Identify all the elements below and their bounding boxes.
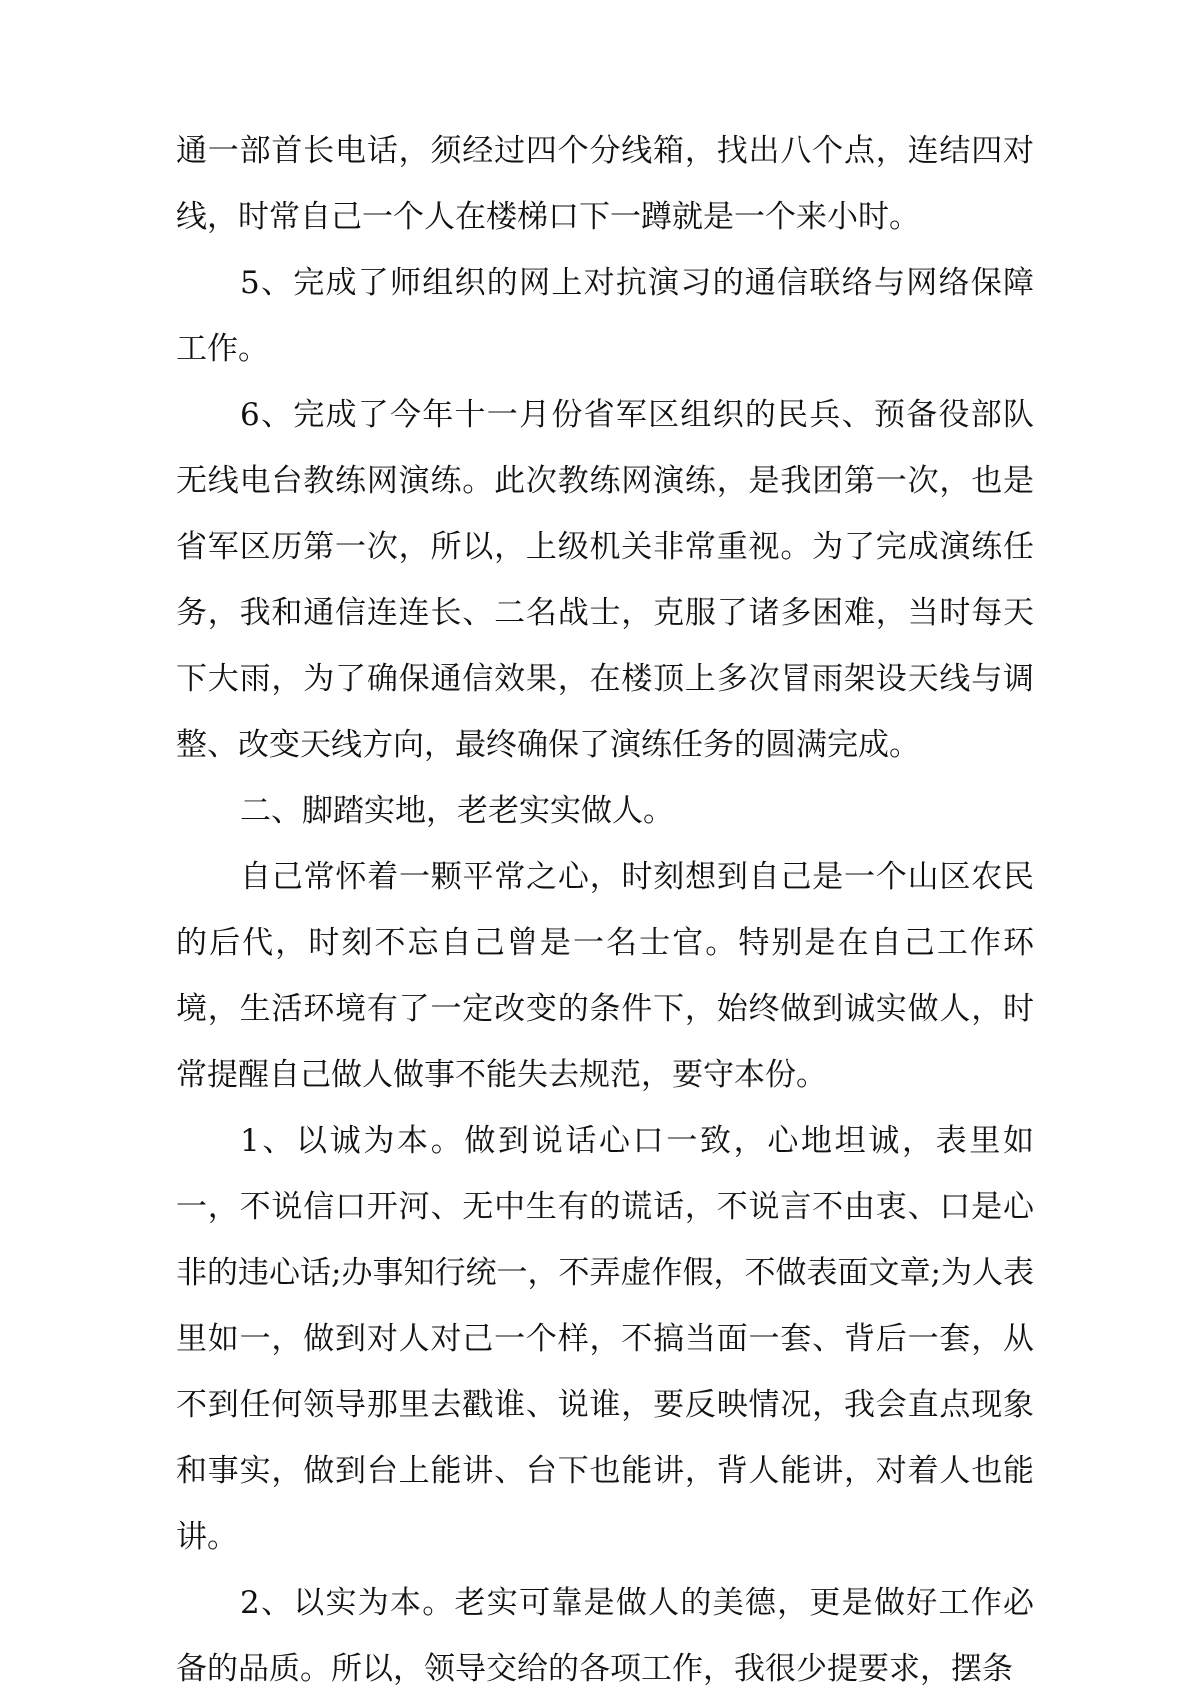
paragraph-item-5: 5、完成了师组织的网上对抗演习的通信联络与网络保障工作。 [176,265,1034,367]
paragraph-item-6: 6、完成了今年十一月份省军区组织的民兵、预备役部队无线电台教练网演练。此次教练网演练，是我团第一次，也是省军区历第一次，所以，上级机关非常重视。为了完成演练任务，我和通信连连长、二名战士，克服了诸多困难，当时每天下大雨，为了确保通信效果，在楼顶上多次冒雨架设天线与调整、改变天线方向，最终确保了演练任务的圆满完成。 [176,397,1034,763]
document-body [176,118,1034,1702]
paragraph-intro: 自己常怀着一颗平常之心，时刻想到自己是一个山区农民的后代，时刻不忘自己曾是一名士官。特别是在自己工作环境，生活环境有了一定改变的条件下，始终做到诚实做人，时常提醒自己做人做事不能失去规范，要守本份。 [176,859,1034,1093]
paragraph-point-2: 2、以实为本。老实可靠是做人的美德，更是做好工作必备的品质。所以，领导交给的各项工作，我很少提要求，摆条 [176,1585,1034,1687]
paragraph-point-1: 1、以诚为本。做到说话心口一致，心地坦诚，表里如一，不说信口开河、无中生有的谎话，不说言不由衷、口是心非的违心话;办事知行统一，不弄虚作假，不做表面文章;为人表里如一，做到对人对己一个样，不搞当面一套、背后一套，从不到任何领导那里去戳谁、说谁，要反映情况，我会直点现象和事实，做到台上能讲、台下也能讲，背人能讲，对着人也能讲。 [176,1123,1034,1555]
paragraph-continued: 通一部首长电话，须经过四个分线箱，找出八个点，连结四对线，时常自己一个人在楼梯口下一蹲就是一个来小时。 [176,133,1034,235]
section-heading-2: 二、脚踏实地，老老实实做人。 [240,793,674,829]
